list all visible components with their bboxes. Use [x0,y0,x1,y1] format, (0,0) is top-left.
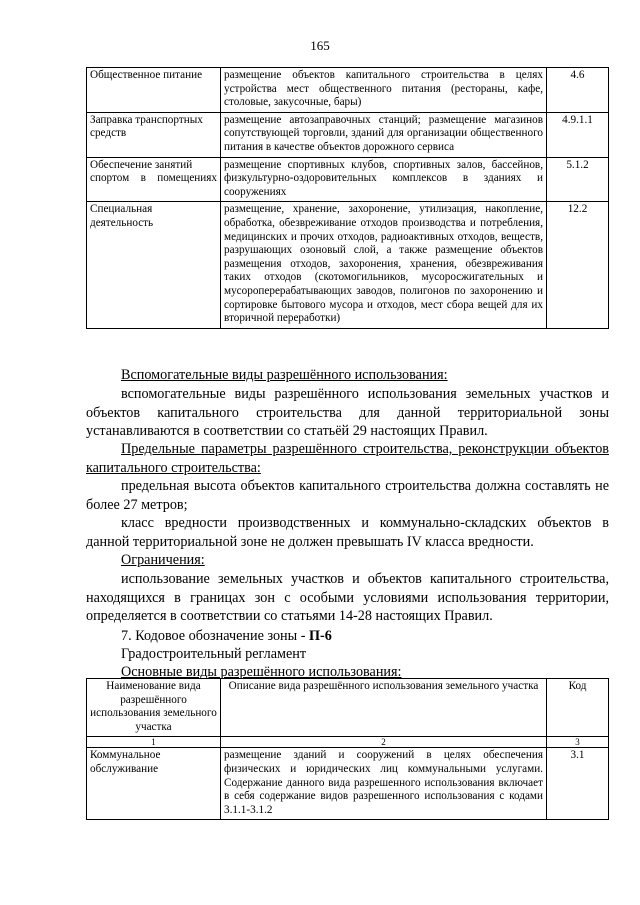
use-name: Обеспечение занятий спортом в помещениях [87,157,221,202]
use-name: Специальная деятельность [87,202,221,328]
aux-uses-text: вспомогательные виды разрешённого использования земельных участков и объектов капитального строительства для данной территориальной зоны устанавливаются в соответствии со статьёй 29 настоящих Правил. [86,386,609,439]
table-row [87,157,609,202]
regulation-title: Градостроительный регламент [121,646,307,662]
table-header-row [87,679,609,737]
use-description: размещение автозаправочных станций; размещение магазинов сопутствующей торговли, зданий для организации общественного питания в качестве объектов дорожного сервиса [221,112,547,157]
header-code: Код [547,679,609,737]
use-code: 4.9.1.1 [547,112,609,157]
restrictions-heading: Ограничения: [121,552,205,568]
table-row [87,112,609,157]
use-code: 5.1.2 [547,157,609,202]
limits-heading: Предельные параметры разрешённого строительства, реконструкции объектов капитального строительства: [86,441,609,476]
column-number: 3 [547,737,609,748]
use-name: Заправка транспортных средств [87,112,221,157]
column-number: 2 [221,737,547,748]
use-name: Общественное питание [87,68,221,113]
zone-code: П-6 [309,628,332,644]
limits-height-text: предельная высота объектов капитального строительства должна составлять не более 27 метров; [86,478,609,513]
restrictions-text: использование земельных участков и объектов капитального строительства, находящихся в границах зон с особыми условиями использования территории, определяется в соответствии со статьями 14-28 настоящих Правил. [86,571,609,624]
header-name: Наименование вида разрешённого использования земельного участка [87,679,221,737]
aux-uses-heading: Вспомогательные виды разрешённого использования: [121,367,448,383]
table-row [87,748,609,820]
column-number: 1 [87,737,221,748]
column-number-row [87,737,609,748]
use-description: размещение зданий и сооружений в целях обеспечения физических и юридических лиц коммунальными услугами. Содержание данного вида разрешенного использования включает в себя содержание видов разрешенного использования с кодами 3.1.1-3.1.2 [221,748,547,820]
zone-label: 7. Кодовое обозначение зоны - [121,628,310,644]
use-description: размещение спортивных клубов, спортивных залов, бассейнов, физкультурно-оздоровительных комплексов в зданиях и сооружениях [221,157,547,202]
page-number: 165 [310,38,330,53]
main-uses-heading: Основные виды разрешённого использования: [121,664,402,680]
table-row [87,202,609,328]
permitted-uses-table-continued [86,67,609,329]
use-code: 3.1 [547,748,609,820]
use-code: 4.6 [547,68,609,113]
zone-code-line [121,627,332,646]
main-uses-table [86,678,609,820]
header-description: Описание вида разрешённого использования земельного участка [221,679,547,737]
use-description: размещение объектов капитального строительства в целях устройства мест общественного питания (рестораны, кафе, столовые, закусочные, бары) [221,68,547,113]
use-code: 12.2 [547,202,609,328]
limits-hazard-text: класс вредности производственных и коммунально-складских объектов в данной территориальной зоне не должен превышать IV класса вредности. [86,515,609,550]
use-description: размещение, хранение, захоронение, утилизация, накопление, обработка, обезвреживание отходов производства и потребления, медицинских и прочих отходов, радиоактивных отходов, веществ, разрушающих озоновый слой, а также размещение объектов размещения отходов, захоронения, хранения, обезвреживания таких отходов (скотомогильников, мусоросжигательных и мусороперерабатывающих заводов, полигонов по захоронению и сортировке бытового мусора и отходов, мест сбора вещей для их вторичной переработки) [221,202,547,328]
table-row [87,68,609,113]
use-name: Коммунальное обслуживание [87,748,221,820]
